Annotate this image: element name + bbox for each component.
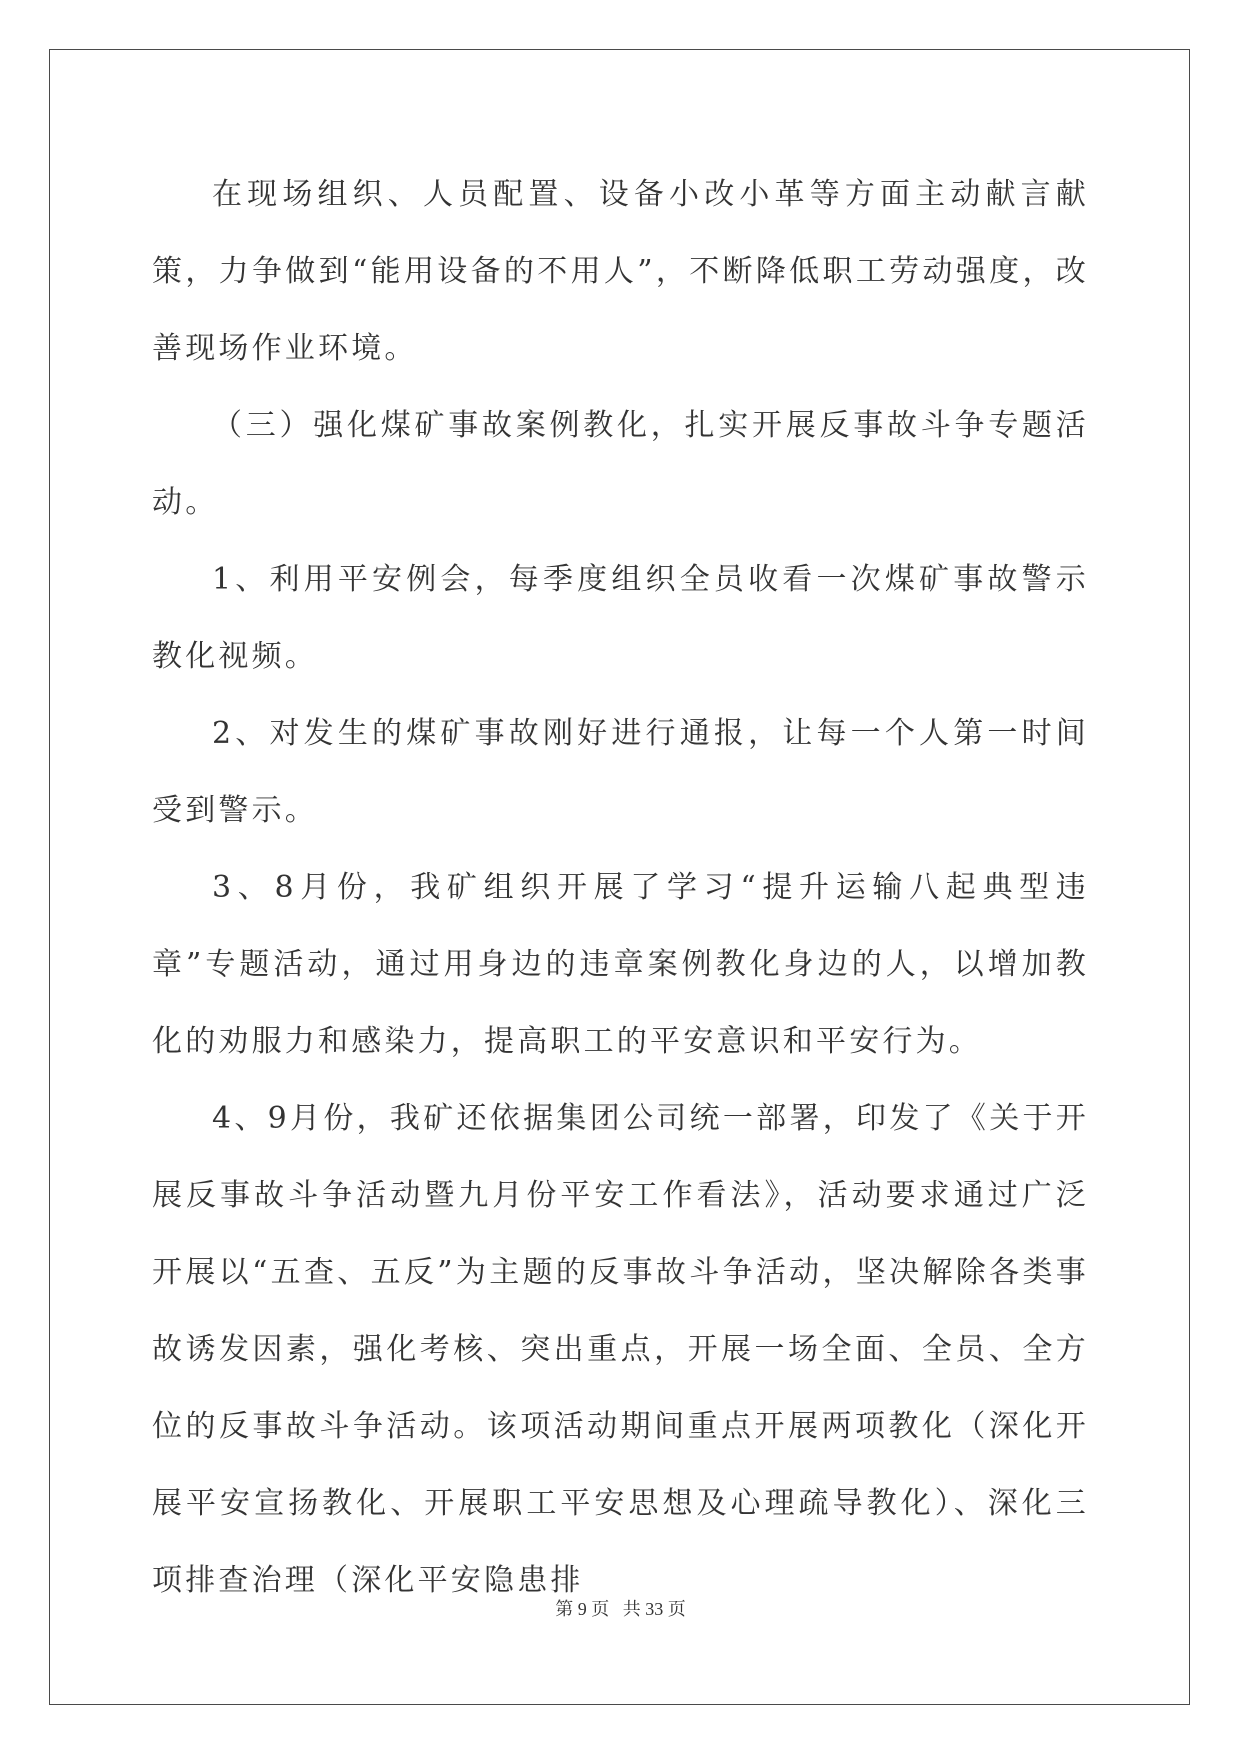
paragraph-4: 2、对发生的煤矿事故刚好进行通报，让每一个人第一时间受到警示。 [152,716,1089,828]
paragraph-6: 4、9月份，我矿还依据集团公司统一部署，印发了《关于开展反事故斗争活动暨九月份平安工作看法》，活动要求通过广泛开展以“五查、五反”为主题的反事故斗争活动，坚决解除各类事故诱发因素，强化考核、突出重点，开展一场全面、全员、全方位的反事故斗争活动。该项活动期间重点开展两项教化（深化开展平安宣扬教化、开展职工平安思想及心理疏导教化）、深化三项排查治理（深化平安隐患排 [152,1101,1089,1598]
document-body [152,156,1089,1619]
paragraph-1: 在现场组织、人员配置、设备小改小革等方面主动献言献策，力争做到“能用设备的不用人”，不断降低职工劳动强度，改善现场作业环境。 [152,177,1089,366]
page-number-footer: 第 9 页 共 33 页 [555,1599,686,1619]
paragraph-2: （三）强化煤矿事故案例教化，扎实开展反事故斗争专题活动。 [152,408,1089,520]
paragraph-5: 3、8月份，我矿组织开展了学习“提升运输八起典型违章”专题活动，通过用身边的违章案例教化身边的人，以增加教化的劝服力和感染力，提高职工的平安意识和平安行为。 [152,870,1089,1059]
paragraph-3: 1、利用平安例会，每季度组织全员收看一次煤矿事故警示教化视频。 [152,562,1089,674]
